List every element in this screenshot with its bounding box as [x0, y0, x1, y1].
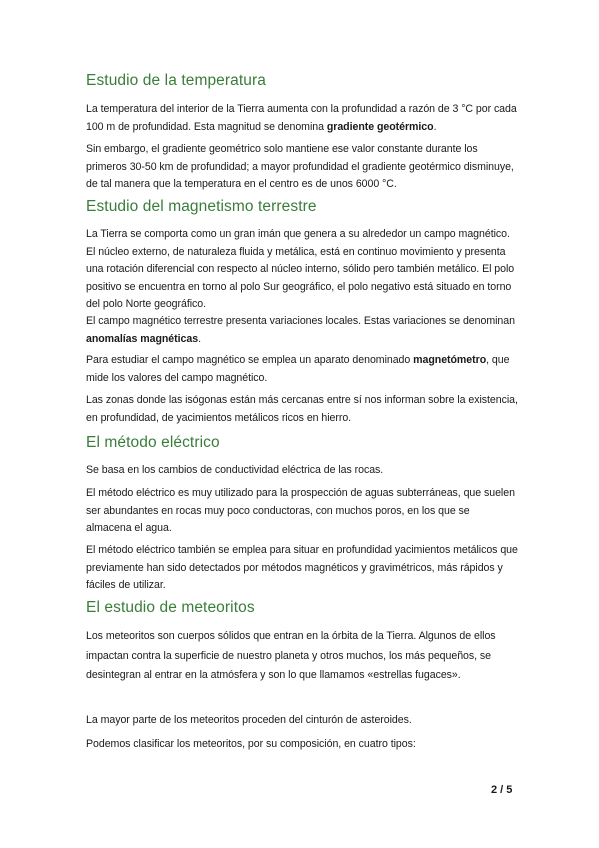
paragraph-text: Podemos clasificar los meteoritos, por su composición, en cuatro tipos: — [86, 738, 416, 750]
paragraph-text: Las zonas donde las isógonas están más cercanas entre sí nos informan sobre la existencia, en profundidad, de yacimientos metálicos ricos en hierro. — [86, 394, 518, 424]
paragraph-meteoritos-2 — [86, 712, 518, 730]
paragraph-temperatura-2 — [86, 141, 518, 194]
paragraph-text: El método eléctrico es muy utilizado para la prospección de aguas subterráneas, que suelen ser abundantes en rocas muy poco conductoras, con muchos poros, en los que se almacena el agua. — [86, 487, 515, 534]
section-magnetismo — [86, 196, 518, 218]
bold-term-gradiente: gradiente geotérmico — [326, 120, 434, 133]
paragraph-electrico-3 — [86, 542, 518, 595]
section-temperatura — [86, 70, 518, 92]
heading-temperatura: Estudio de la temperatura — [86, 72, 266, 89]
paragraph-temperatura-1 — [86, 101, 518, 136]
paragraph-magnetismo-4 — [86, 392, 518, 427]
paragraph-electrico-1 — [86, 462, 518, 480]
paragraph-electrico-2 — [86, 485, 518, 538]
bold-term-anomalias: anomalías magnéticas — [86, 332, 199, 345]
section-electrico — [86, 432, 518, 454]
paragraph-magnetismo-1 — [86, 226, 518, 314]
heading-meteoritos: El estudio de meteoritos — [86, 599, 255, 616]
paragraph-text: Los meteoritos son cuerpos sólidos que entran en la órbita de la Tierra. Algunos de ellos impactan contra la superficie de nuestro planeta y otros muchos, los más pequeños, se desintegran al entrar en la atmósfera y son lo que llamamos «estrellas fugaces». — [86, 630, 496, 681]
paragraph-text: La mayor parte de los meteoritos proceden del cinturón de asteroides. — [86, 714, 412, 726]
paragraph-text: La Tierra se comporta como un gran imán que genera a su alrededor un campo magnético. El núcleo externo, de naturaleza fluida y metálica, está en continuo movimiento y presenta una rotación diferencial con respecto al núcleo interno, sólido pero también metálico. El polo positivo se encuentra en torno al polo Sur geográfico, el polo negativo está situado en torno del polo Norte geográfico. — [86, 228, 515, 310]
page-number: 2 / 5 — [491, 784, 513, 796]
heading-magnetismo: Estudio del magnetismo terrestre — [86, 198, 317, 215]
paragraph-magnetismo-2 — [86, 313, 518, 348]
heading-electrico: El método eléctrico — [86, 434, 220, 451]
paragraph-meteoritos-1 — [86, 627, 518, 686]
paragraph-text: Se basa en los cambios de conductividad eléctrica de las rocas. — [86, 464, 384, 476]
paragraph-text: El método eléctrico también se emplea para situar en profundidad yacimientos metálicos que previamente han sido detectados por métodos magnéticos y gravimétricos, más rápidos y fáciles de utilizar. — [86, 544, 518, 591]
paragraph-text: Sin embargo, el gradiente geométrico solo mantiene ese valor constante durante los primeros 30-50 km de profundidad; a mayor profundidad el gradiente geotérmico disminuye, de tal manera que la temperatura en el centro es de unos 6000 °C. — [86, 143, 514, 190]
bold-term-magnetometro: magnetómetro — [413, 354, 487, 366]
text-span: , que mide los valores del campo magnético. — [86, 354, 510, 384]
text-span: . — [198, 332, 201, 345]
paragraph-meteoritos-3 — [86, 736, 518, 754]
text-span: El campo magnético terrestre presenta variaciones locales. Estas variaciones se denominan — [86, 315, 515, 327]
text-span: . — [433, 120, 437, 133]
text-span: Para estudiar el campo magnético se emplea un aparato denominado — [86, 354, 414, 366]
paragraph-magnetismo-3 — [86, 352, 518, 387]
text-span: La temperatura del interior de la Tierra aumenta con la profundidad a razón de 3 °C por cada 100 m de profundidad. Esta magnitud se denomina — [86, 103, 517, 133]
section-meteoritos — [86, 597, 518, 619]
